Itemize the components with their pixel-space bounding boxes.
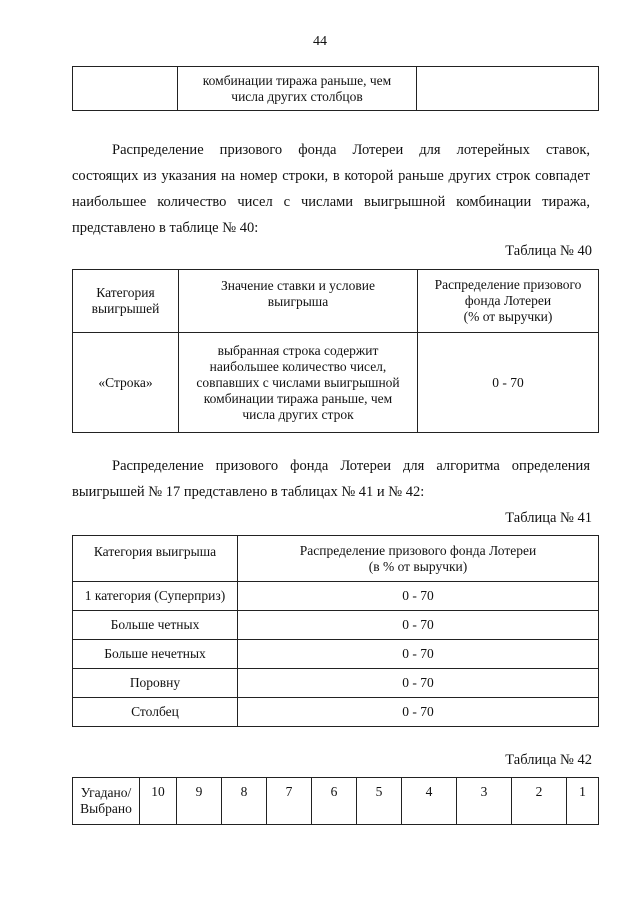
table-row [73, 778, 599, 825]
header-line: (в % от выручки) [368, 558, 468, 574]
table-cell-empty [73, 67, 178, 111]
continuation-table [72, 66, 599, 111]
cell-distribution: 0 - 70 [418, 333, 599, 433]
header-distribution [418, 270, 599, 333]
table-row [73, 582, 599, 611]
cell-value: 0 - 70 [238, 669, 599, 698]
table-row [73, 611, 599, 640]
header-category [73, 270, 179, 333]
table-41 [72, 535, 599, 727]
cell-line: выбранная строка содержит [217, 342, 379, 358]
paragraph-line: состоящих из указания на номер строки, в которой раньше других строк совпадет [72, 168, 590, 184]
value-cell: 2 [512, 778, 567, 825]
value-cell: 8 [222, 778, 267, 825]
header-line: Значение ставки и условие [220, 278, 376, 293]
header-condition [179, 270, 418, 333]
paragraph-line: представлено в таблице № 40: [72, 220, 259, 236]
cell-category: Больше четных [73, 611, 238, 640]
value-cell: 4 [402, 778, 457, 825]
value-cell: 9 [177, 778, 222, 825]
table-caption-41: Таблица № 41 [505, 510, 592, 526]
table-header-row [73, 536, 599, 582]
value-cell: 7 [267, 778, 312, 825]
cell-category: 1 категория (Суперприз) [73, 582, 238, 611]
table-row [73, 640, 599, 669]
header-line: выигрышей [91, 301, 160, 316]
paragraph-line: Распределение призового фонда Лотереи для алгоритма определения [112, 458, 590, 474]
cell-line: числа других столбцов [231, 88, 363, 104]
table-row [73, 333, 599, 433]
paragraph-line: наибольшее количество чисел с числами выигрышной комбинации тиража, [72, 194, 590, 210]
header-distribution [238, 536, 599, 582]
header-line: Распределение призового [434, 277, 582, 292]
paragraph-prize-distribution-17 [72, 453, 590, 505]
table-row [73, 67, 599, 111]
table-40 [72, 269, 599, 433]
value-cell: 10 [140, 778, 177, 825]
value-cell: 3 [457, 778, 512, 825]
cell-value: 0 - 70 [238, 640, 599, 669]
header-line: Категория [96, 285, 155, 300]
cell-category: Столбец [73, 698, 238, 727]
header-line: фонда Лотереи [464, 293, 552, 308]
value-cell: 5 [357, 778, 402, 825]
cell-value: 0 - 70 [238, 582, 599, 611]
cell-line: комбинации тиража раньше, чем [203, 390, 393, 406]
cell-line: совпавших с числами выигрышной [196, 374, 400, 390]
paragraph-line: выигрышей № 17 представлено в таблицах № 41 и № 42: [72, 484, 425, 500]
value-cell: 1 [567, 778, 599, 825]
cell-value: 0 - 70 [238, 611, 599, 640]
header-line: выигрыша [267, 294, 329, 309]
cell-category: Поровну [73, 669, 238, 698]
cell-line: комбинации тиража раньше, чем [202, 72, 392, 88]
paragraph-line: Распределение призового фонда Лотереи для лотерейных ставок, [112, 142, 590, 158]
table-cell-empty [417, 67, 599, 111]
cell-condition [179, 333, 418, 433]
table-cell [178, 67, 417, 111]
header-guessed-selected [73, 778, 140, 825]
cell-category: «Строка» [73, 333, 179, 433]
cell-line: наибольшее количество чисел, [209, 358, 387, 374]
header-line: Угадано/ [80, 785, 132, 800]
header-line: (% от выручки) [463, 309, 553, 324]
table-caption-42: Таблица № 42 [505, 752, 592, 768]
header-line: Выбрано [80, 801, 132, 816]
cell-value: 0 - 70 [238, 698, 599, 727]
cell-category: Больше нечетных [73, 640, 238, 669]
paragraph-prize-distribution-40 [72, 137, 590, 241]
table-header-row [73, 270, 599, 333]
header-line: Распределение призового фонда Лотереи [299, 542, 537, 558]
page-number: 44 [313, 34, 327, 49]
table-caption-40: Таблица № 40 [505, 243, 592, 259]
table-row [73, 669, 599, 698]
value-cell: 6 [312, 778, 357, 825]
cell-line: числа других строк [242, 406, 354, 422]
header-category: Категория выигрыша [73, 536, 238, 582]
table-row [73, 698, 599, 727]
table-42 [72, 777, 599, 825]
